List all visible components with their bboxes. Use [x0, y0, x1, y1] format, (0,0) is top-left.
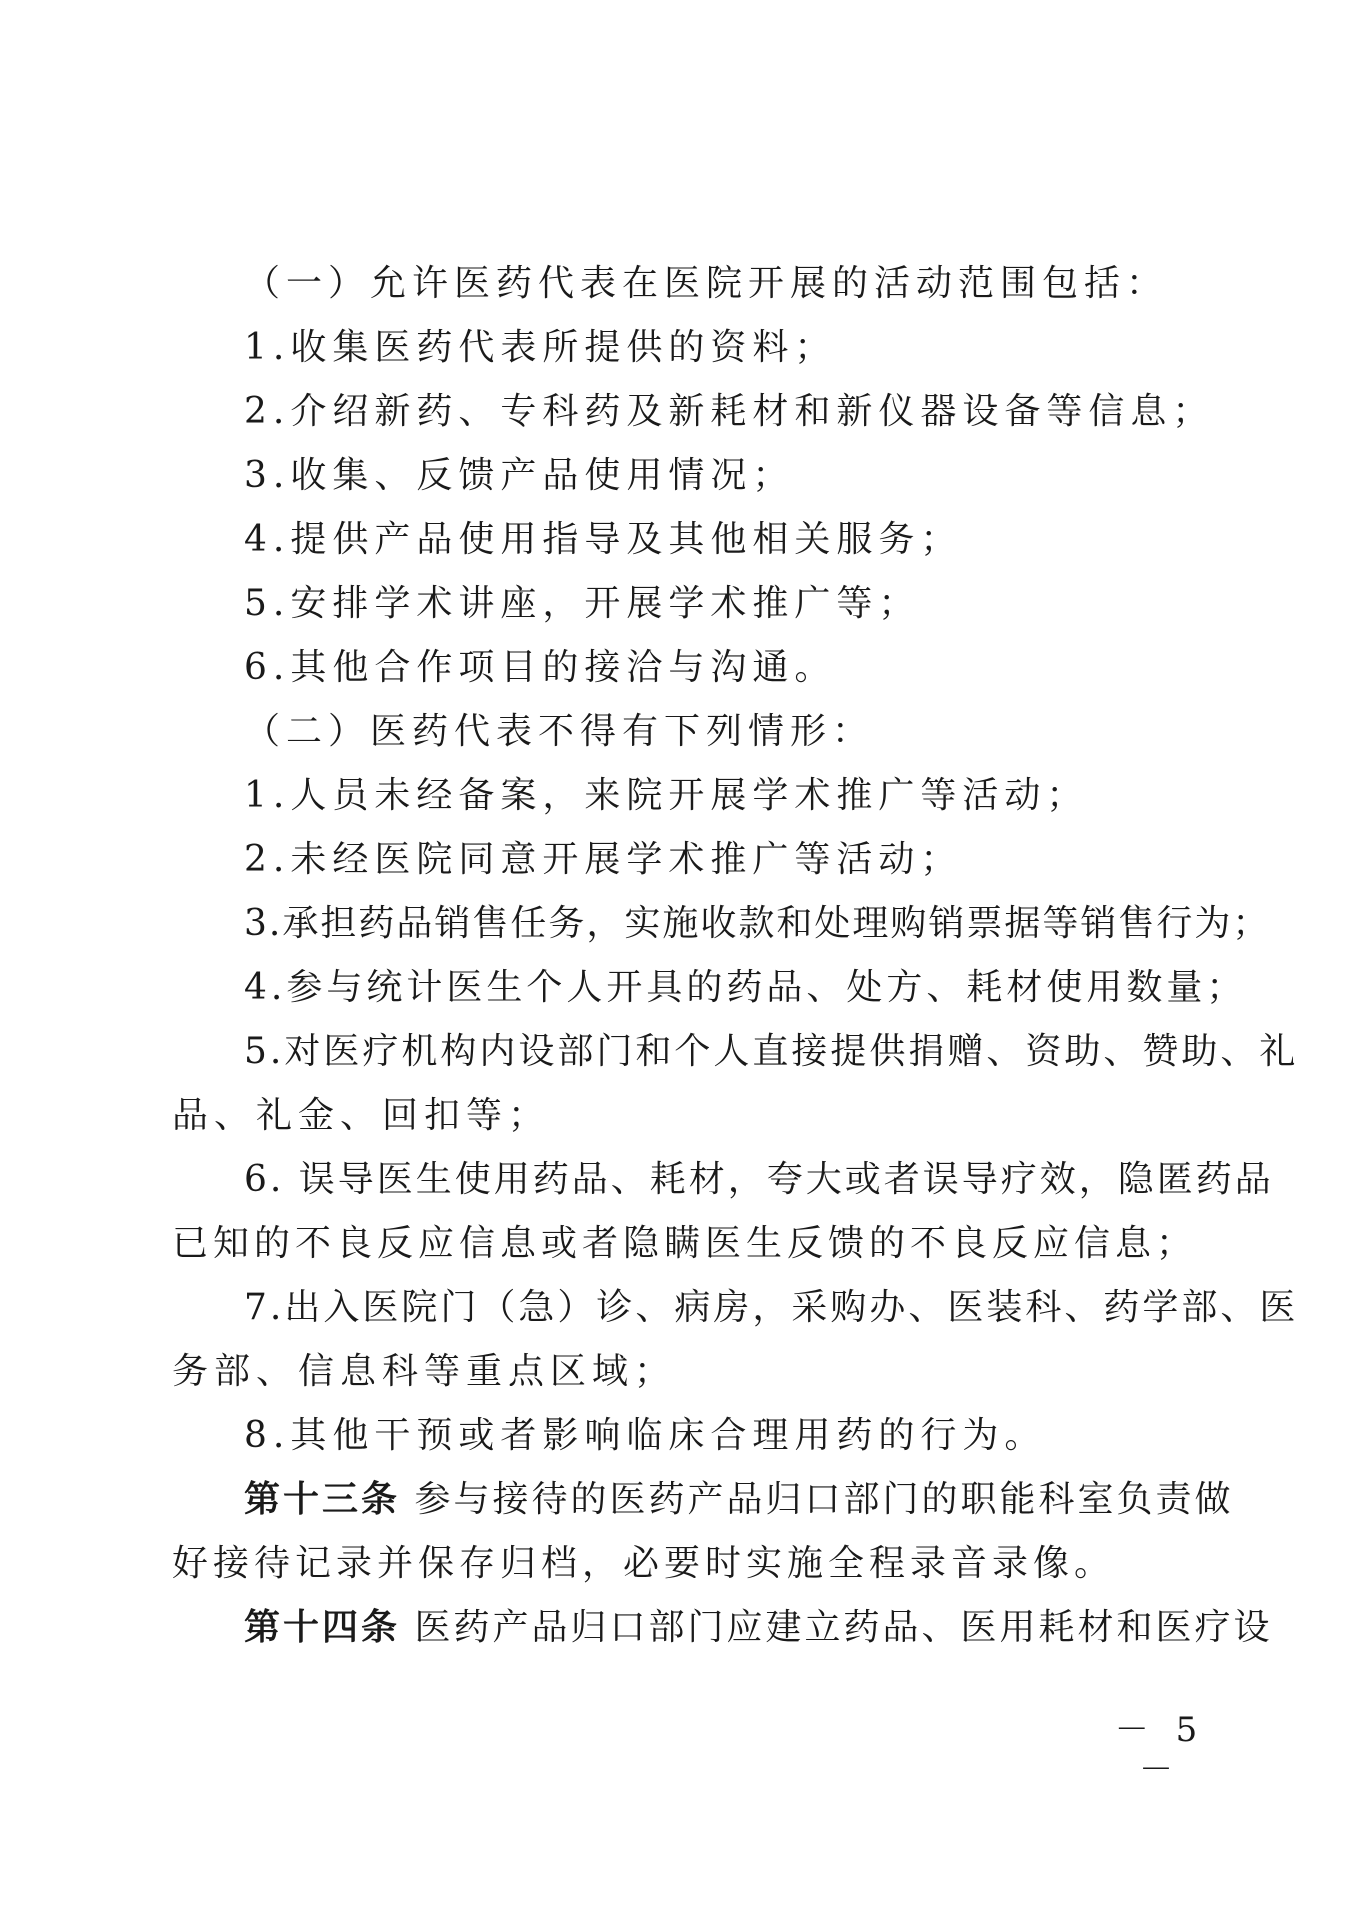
- list-item: 6.其他合作项目的接洽与沟通。: [244, 647, 837, 688]
- article-14-text: 医药产品归口部门应建立药品、医用耗材和医疗设: [414, 1607, 1273, 1648]
- list-item-continuation: 品、礼金、回扣等；: [172, 1095, 551, 1136]
- list-item: 7.出入医院门（急）诊、病房，采购办、医装科、药学部、医: [244, 1287, 1299, 1328]
- list-item-continuation: 已知的不良反应信息或者隐瞒医生反馈的不良反应信息；: [172, 1223, 1198, 1264]
- list-item: 8.其他干预或者影响临床合理用药的行为。: [244, 1415, 1047, 1456]
- list-item: 1.人员未经备案，来院开展学术推广等活动；: [244, 775, 1089, 816]
- list-item: 5.对医疗机构内设部门和个人直接提供捐赠、资助、赞助、礼: [244, 1031, 1299, 1072]
- article-13-text: 参与接待的医药产品归口部门的职能科室负责做: [414, 1479, 1234, 1520]
- list-item: 2.未经医院同意开展学术推广等活动；: [244, 839, 963, 880]
- list-item: 3.收集、反馈产品使用情况；: [244, 455, 795, 496]
- list-item: 5.安排学术讲座，开展学术推广等；: [244, 583, 921, 624]
- article-14-lead: 第十四条: [244, 1607, 401, 1648]
- section-heading-allowed: （一）允许医药代表在医院开展的活动范围包括：: [244, 263, 1169, 304]
- list-item: 4.参与统计医生个人开具的药品、处方、耗材使用数量；: [244, 967, 1247, 1008]
- list-item: 3.承担药品销售任务，实施收款和处理购销票据等销售行为；: [244, 903, 1271, 944]
- page-number: － 5 －: [1114, 1710, 1206, 1790]
- section-heading-prohibited: （二）医药代表不得有下列情形：: [244, 711, 875, 752]
- list-item: 4.提供产品使用指导及其他相关服务；: [244, 519, 963, 560]
- list-item: 1.收集医药代表所提供的资料；: [244, 327, 837, 368]
- list-item: 6. 误导医生使用药品、耗材，夸大或者误导疗效，隐匿药品: [244, 1159, 1274, 1200]
- article-13-lead: 第十三条: [244, 1479, 401, 1520]
- article-13-continuation: 好接待记录并保存归档，必要时实施全程录音录像。: [172, 1543, 1116, 1584]
- article-14-paragraph: [244, 1606, 1274, 1650]
- list-item: 2.介绍新药、专科药及新耗材和新仪器设备等信息；: [244, 391, 1215, 432]
- list-item-continuation: 务部、信息科等重点区域；: [172, 1351, 677, 1392]
- article-13-paragraph: [244, 1478, 1274, 1522]
